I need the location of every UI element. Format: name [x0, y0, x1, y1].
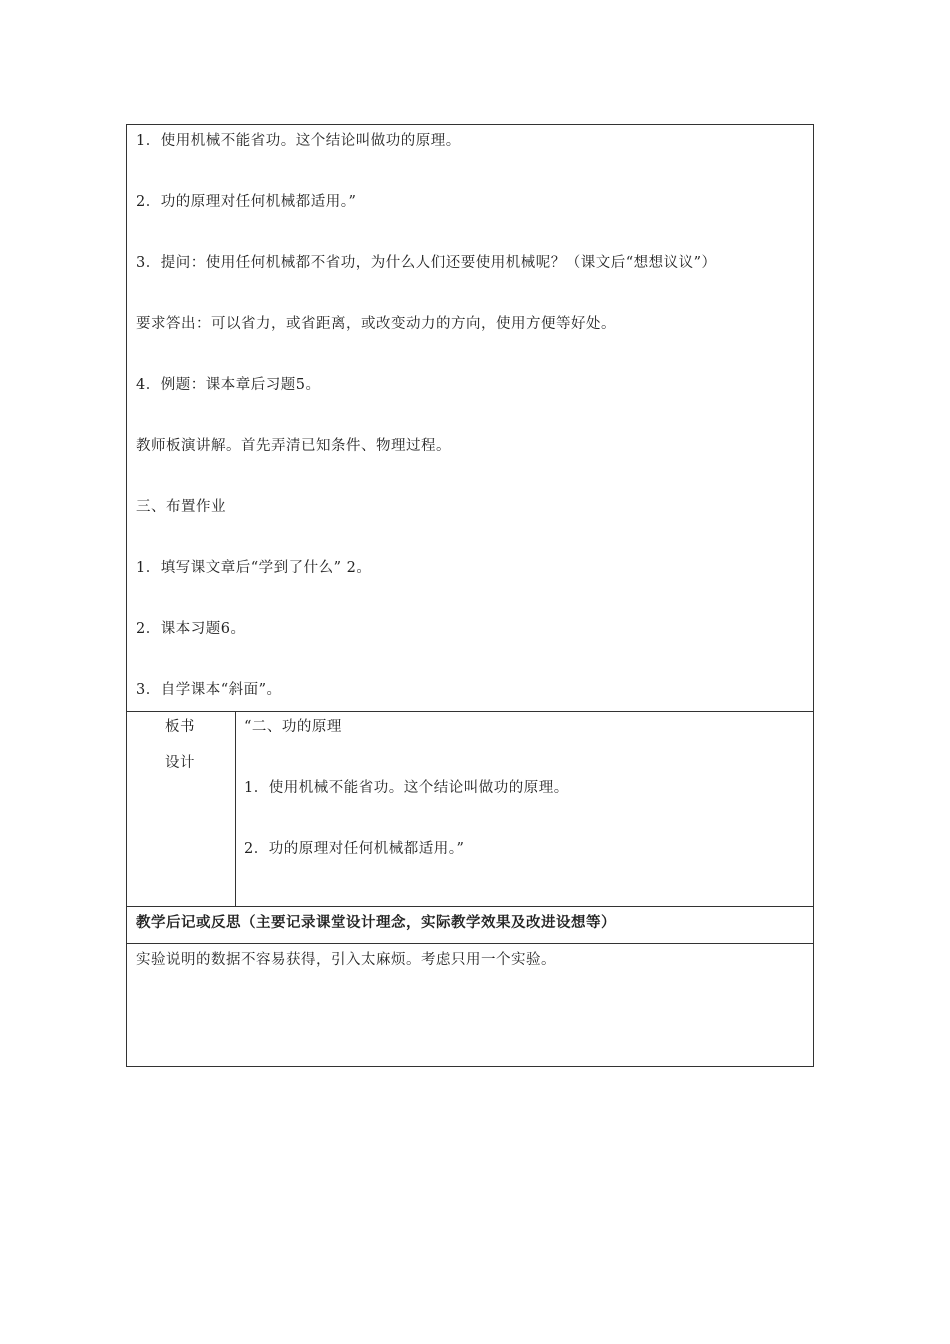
main-line-4: 要求答出：可以省力，或省距离，或改变动力的方向，使用方便等好处。: [136, 316, 616, 332]
board-line-1: “二、功的原理: [244, 719, 342, 735]
column-divider: [235, 711, 236, 906]
main-line-3: 3．提问：使用任何机械都不省功，为什么人们还要使用机械呢？（课文后“想想议议”）: [136, 255, 717, 271]
board-label-line2: 设计: [165, 755, 195, 771]
main-line-5: 4．例题：课本章后习题5。: [136, 377, 321, 393]
main-line-1: 1．使用机械不能省功。这个结论叫做功的原理。: [136, 133, 461, 149]
board-line-3: 2．功的原理对任何机械都适用。”: [244, 841, 465, 857]
row-divider: [127, 906, 813, 907]
board-label-line1: 板书: [165, 719, 195, 735]
section-heading-homework: 三、布置作业: [136, 499, 226, 515]
row-divider: [127, 943, 813, 944]
row-divider: [127, 711, 813, 712]
main-line-10: 3．自学课本“斜面”。: [136, 682, 282, 698]
main-line-8: 1．填写课文章后“学到了什么” 2。: [136, 560, 372, 576]
main-line-6: 教师板演讲解。首先弄清已知条件、物理过程。: [136, 438, 451, 454]
lesson-table: [126, 124, 814, 1067]
main-line-2: 2．功的原理对任何机械都适用。”: [136, 194, 357, 210]
board-line-2: 1．使用机械不能省功。这个结论叫做功的原理。: [244, 780, 569, 796]
reflection-heading: 教学后记或反思（主要记录课堂设计理念，实际教学效果及改进设想等）: [136, 914, 616, 931]
reflection-content: 实验说明的数据不容易获得，引入太麻烦。考虑只用一个实验。: [136, 952, 556, 968]
main-line-9: 2．课本习题6。: [136, 621, 246, 637]
